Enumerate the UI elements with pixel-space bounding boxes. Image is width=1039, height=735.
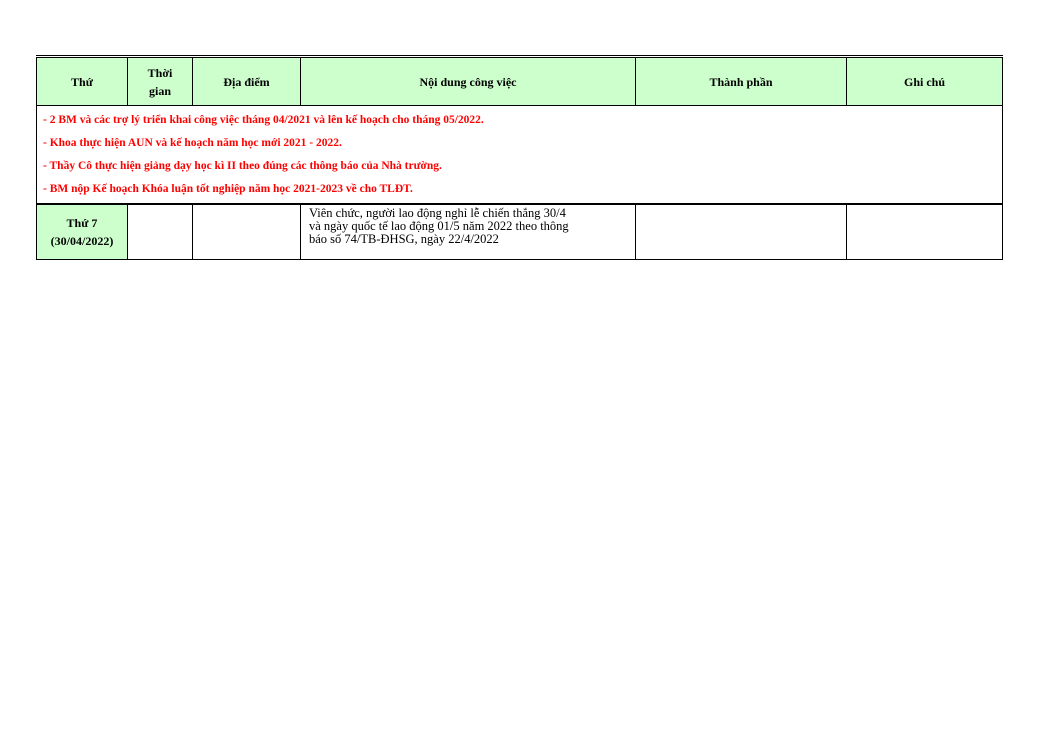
content-line: và ngày quốc tế lao động 01/5 năm 2022 theo thông (309, 219, 569, 233)
notes-cell (37, 106, 1003, 205)
time-cell (128, 204, 193, 260)
header-thoi-gian-line-2: gian (148, 83, 171, 98)
note-item: - 2 BM và các trợ lý triển khai công việc tháng 04/2021 và lên kế hoạch cho tháng 05/2022. (43, 114, 484, 126)
header-row (37, 57, 1003, 106)
content-line: Viên chức, người lao động nghỉ lễ chiến thắng 30/4 (309, 206, 566, 220)
day-label: Thứ 7 (66, 216, 98, 230)
remark-cell (847, 204, 1003, 260)
place-cell (193, 204, 301, 260)
note-item: - Thầy Cô thực hiện giảng dạy học kì II theo đúng các thông báo của Nhà trường. (43, 160, 442, 172)
table-row (37, 204, 1003, 260)
header-thoi-gian-line-1: Thời (147, 65, 173, 80)
header-ghi-chu: Ghi chú (847, 57, 1003, 106)
header-thu: Thứ (37, 57, 128, 106)
header-thanh-phan: Thành phần (636, 57, 847, 106)
notes-row (37, 106, 1003, 205)
note-item: - Khoa thực hiện AUN và kế hoạch năm học mới 2021 - 2022. (43, 137, 342, 149)
note-item: - BM nộp Kế hoạch Khóa luận tốt nghiệp năm học 2021-2023 về cho TLĐT. (43, 183, 413, 195)
header-thoi-gian (128, 57, 193, 106)
day-cell (37, 204, 128, 260)
participants-cell (636, 204, 847, 260)
schedule-table (36, 55, 1003, 260)
header-noi-dung: Nội dung công việc (301, 57, 636, 106)
day-date: (30/04/2022) (50, 234, 114, 248)
header-dia-diem: Địa điểm (193, 57, 301, 106)
content-cell (301, 204, 636, 260)
content-line: báo số 74/TB-ĐHSG, ngày 22/4/2022 (309, 232, 499, 246)
